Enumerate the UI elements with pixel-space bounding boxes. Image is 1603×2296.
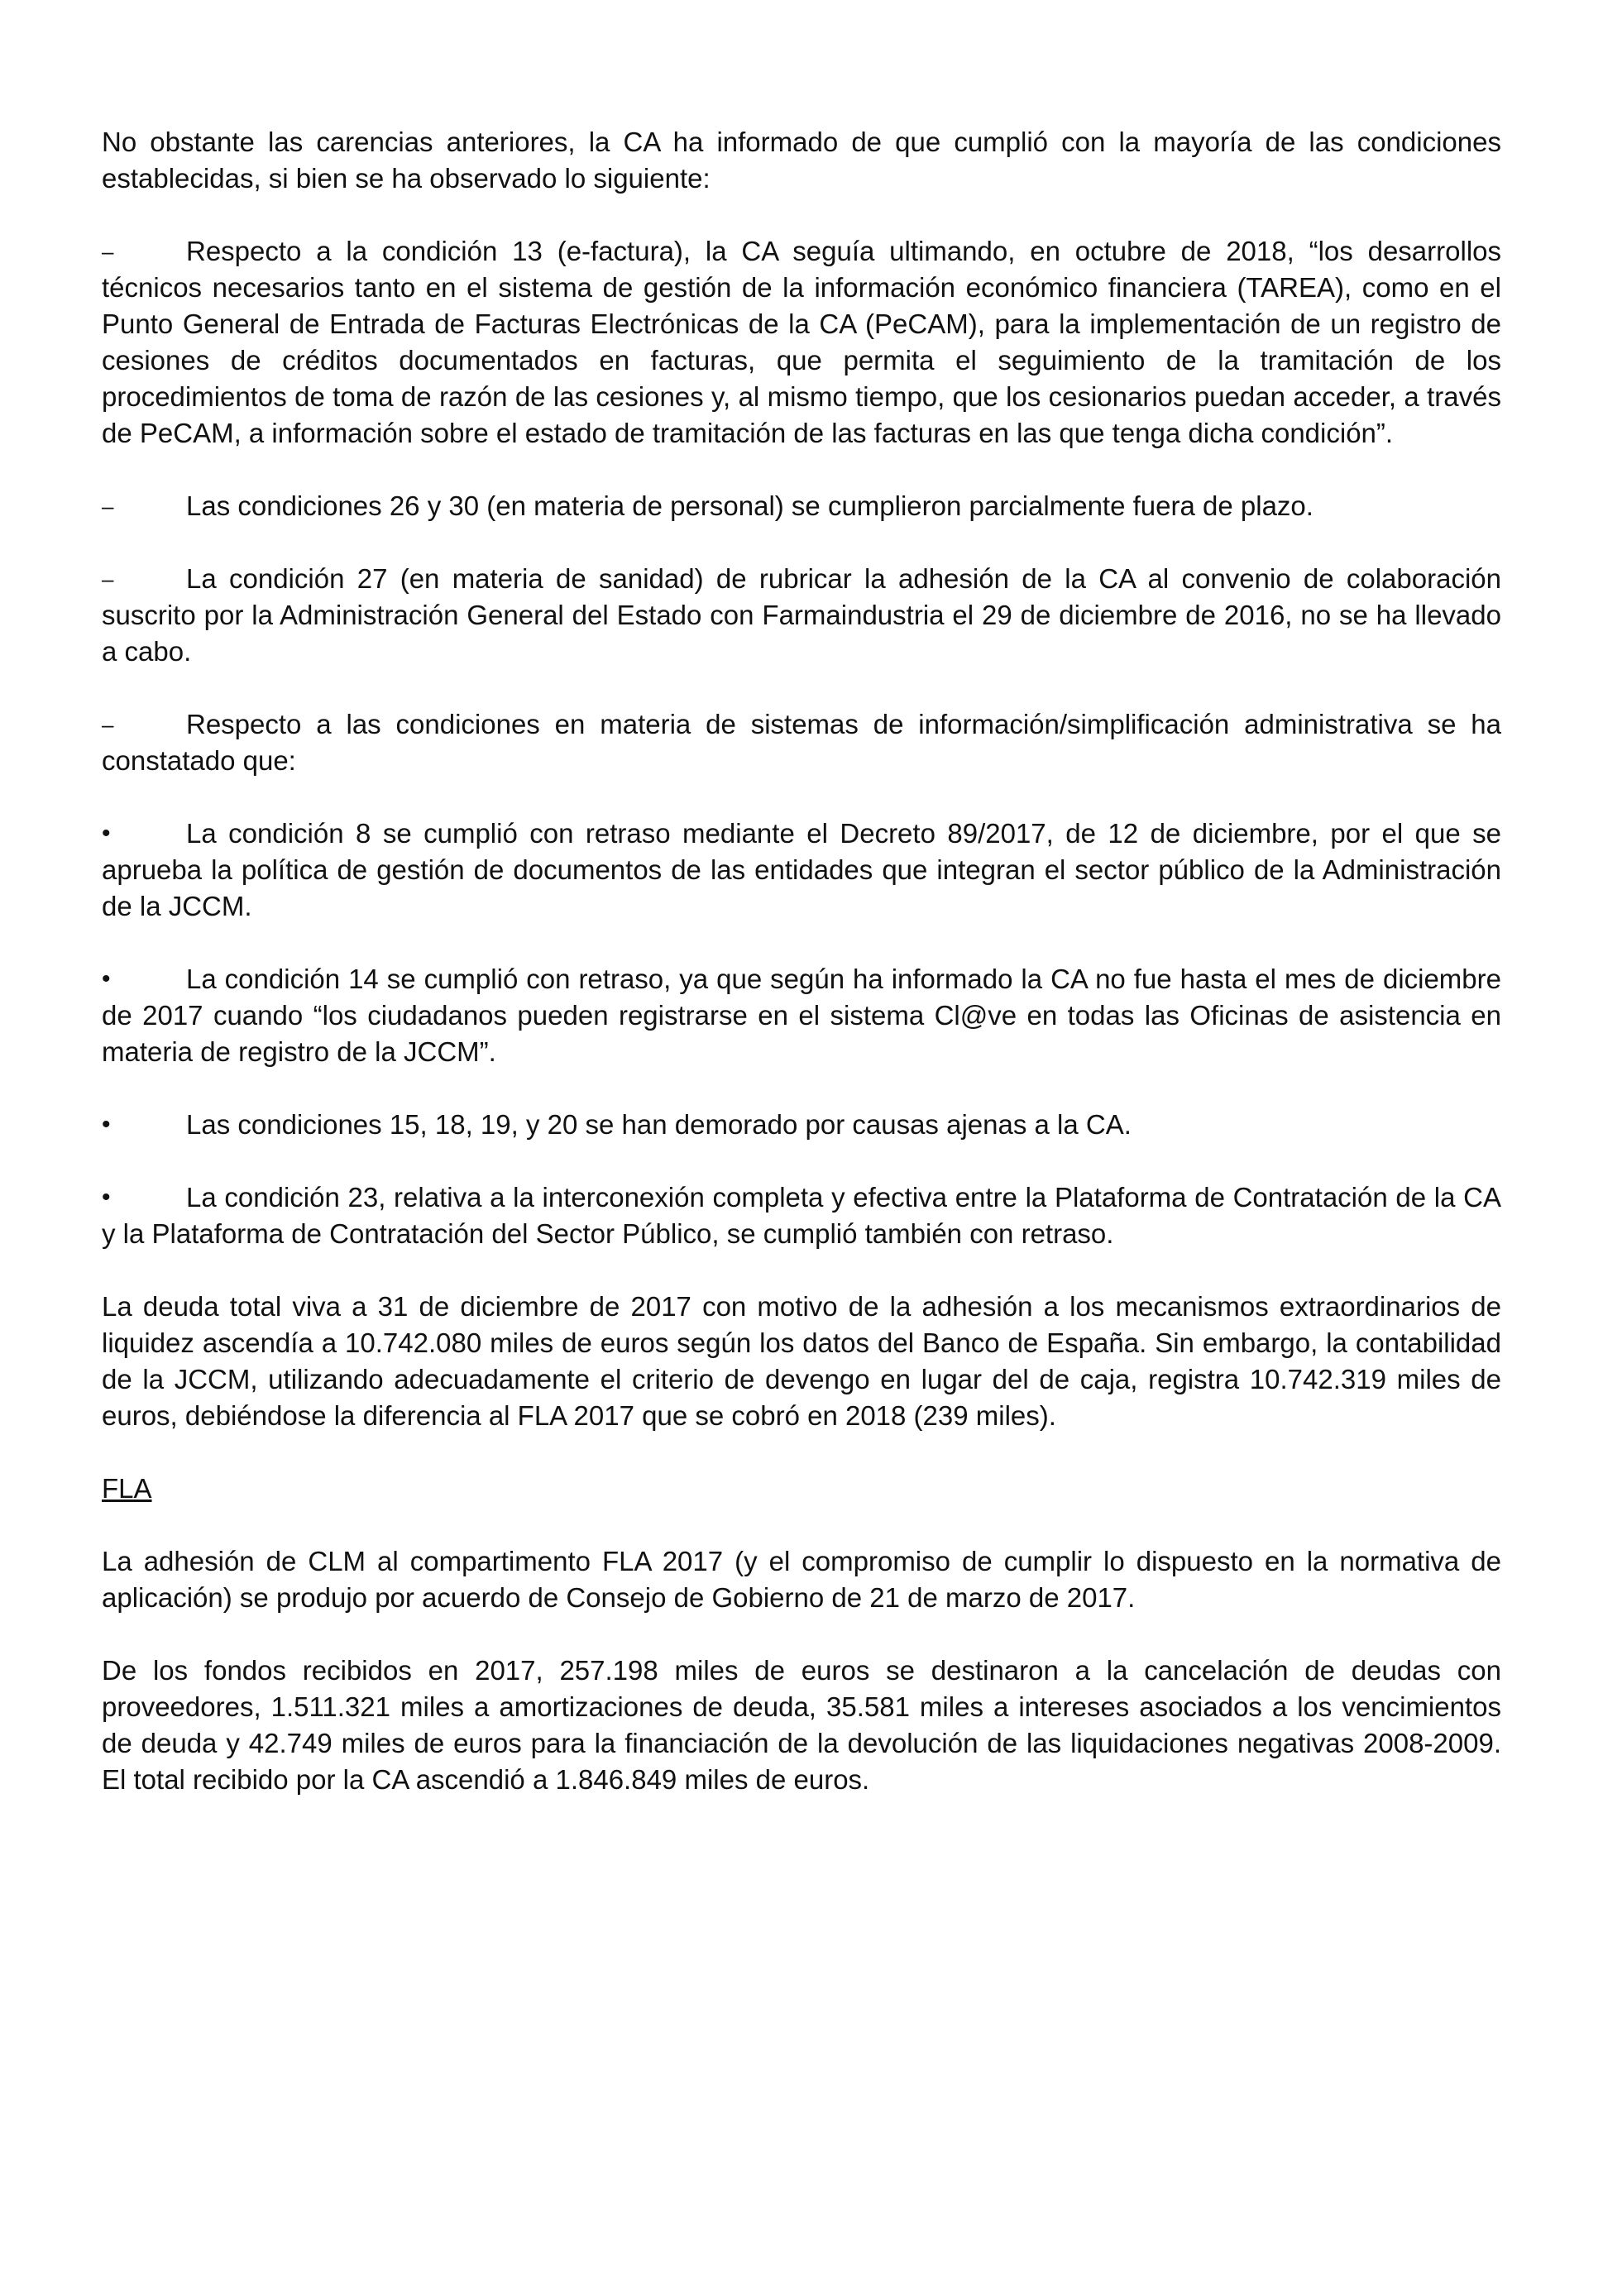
bullet-item-text: La condición 23, relativa a la interconexión completa y efectiva entre la Plataforma de Contratación de la CA y la Plataforma de Contratación del Sector Público, se cumplió también con retraso. xyxy=(102,1182,1501,1249)
bullet-list-item xyxy=(102,1179,1501,1252)
dash-list-item xyxy=(102,561,1501,670)
dash-item-text: La condición 27 (en materia de sanidad) de rubricar la adhesión de la CA al convenio de colaboración suscrito por la Administración General del Estado con Farmaindustria el 29 de diciembre de 2016, no se ha llevado a cabo. xyxy=(102,563,1501,667)
dash-item-text: Respecto a las condiciones en materia de sistemas de información/simplificación administrativa se ha constatado que: xyxy=(102,709,1501,776)
bullet-item-text: Las condiciones 15, 18, 19, y 20 se han demorado por causas ajenas a la CA. xyxy=(186,1109,1132,1140)
bullet-list-item xyxy=(102,816,1501,925)
fla-section-heading: FLA xyxy=(102,1473,152,1504)
fla-funds-paragraph: De los fondos recibidos en 2017, 257.198 miles de euros se destinaron a la cancelación de deudas con proveedores, 1.511.321 miles a amortizaciones de deuda, 35.581 miles a intereses asociados a los vencimientos de deuda y 42.749 miles de euros para la financiación de la devolución de las liquidaciones negativas 2008-2009. El total recibido por la CA ascendió a 1.846.849 miles de euros. xyxy=(102,1655,1501,1795)
bullet-marker: • xyxy=(102,1184,111,1211)
bullet-marker: • xyxy=(102,820,111,847)
dash-item-text: Las condiciones 26 y 30 (en materia de personal) se cumplieron parcialmente fuera de plazo. xyxy=(186,490,1314,521)
document-page xyxy=(102,124,1501,1834)
fla-adhesion-paragraph: La adhesión de CLM al compartimento FLA 2017 (y el compromiso de cumplir lo dispuesto en la normativa de aplicación) se produjo por acuerdo de Consejo de Gobierno de 21 de marzo de 2017. xyxy=(102,1546,1501,1613)
bullet-item-text: La condición 14 se cumplió con retraso, ya que según ha informado la CA no fue hasta el mes de diciembre de 2017 cuando “los ciudadanos pueden registrarse en el sistema Cl@ve en todas las Oficinas de asistencia en materia de registro de la JCCM”. xyxy=(102,964,1501,1067)
bullet-item-text: La condición 8 se cumplió con retraso mediante el Decreto 89/2017, de 12 de diciembre, por el que se aprueba la política de gestión de documentos de las entidades que integran el sector público de la Administración de la JCCM. xyxy=(102,818,1501,921)
bullet-marker: • xyxy=(102,965,111,993)
intro-paragraph: No obstante las carencias anteriores, la CA ha informado de que cumplió con la mayoría de las condiciones establecidas, si bien se ha observado lo siguiente: xyxy=(102,127,1501,194)
dash-list-item xyxy=(102,488,1501,524)
dash-marker: – xyxy=(102,239,114,264)
bullet-marker: • xyxy=(102,1111,111,1138)
dash-marker: – xyxy=(102,567,114,591)
dash-marker: – xyxy=(102,712,114,737)
dash-list-item xyxy=(102,233,1501,452)
bullet-list-item xyxy=(102,1107,1501,1143)
debt-paragraph: La deuda total viva a 31 de diciembre de 2017 con motivo de la adhesión a los mecanismos extraordinarios de liquidez ascendía a 10.742.080 miles de euros según los datos del Banco de España. Sin embargo, la contabilidad de la JCCM, utilizando adecuadamente el criterio de devengo en lugar del de caja, registra 10.742.319 miles de euros, debiéndose la diferencia al FLA 2017 que se cobró en 2018 (239 miles). xyxy=(102,1291,1501,1431)
dash-marker: – xyxy=(102,494,114,519)
bullet-list-item xyxy=(102,961,1501,1070)
dash-list-item xyxy=(102,706,1501,779)
dash-item-text: Respecto a la condición 13 (e-factura), la CA seguía ultimando, en octubre de 2018, “los desarrollos técnicos necesarios tanto en el sistema de gestión de la información económico financiera (TAREA), como en el Punto General de Entrada de Facturas Electrónicas de la CA (PeCAM), para la implementación de un registro de cesiones de créditos documentados en facturas, que permita el seguimiento de la tramitación de los procedimientos de toma de razón de las cesiones y, al mismo tiempo, que los cesionarios puedan acceder, a través de PeCAM, a información sobre el estado de tramitación de las facturas en las que tenga dicha condición”. xyxy=(102,236,1501,448)
